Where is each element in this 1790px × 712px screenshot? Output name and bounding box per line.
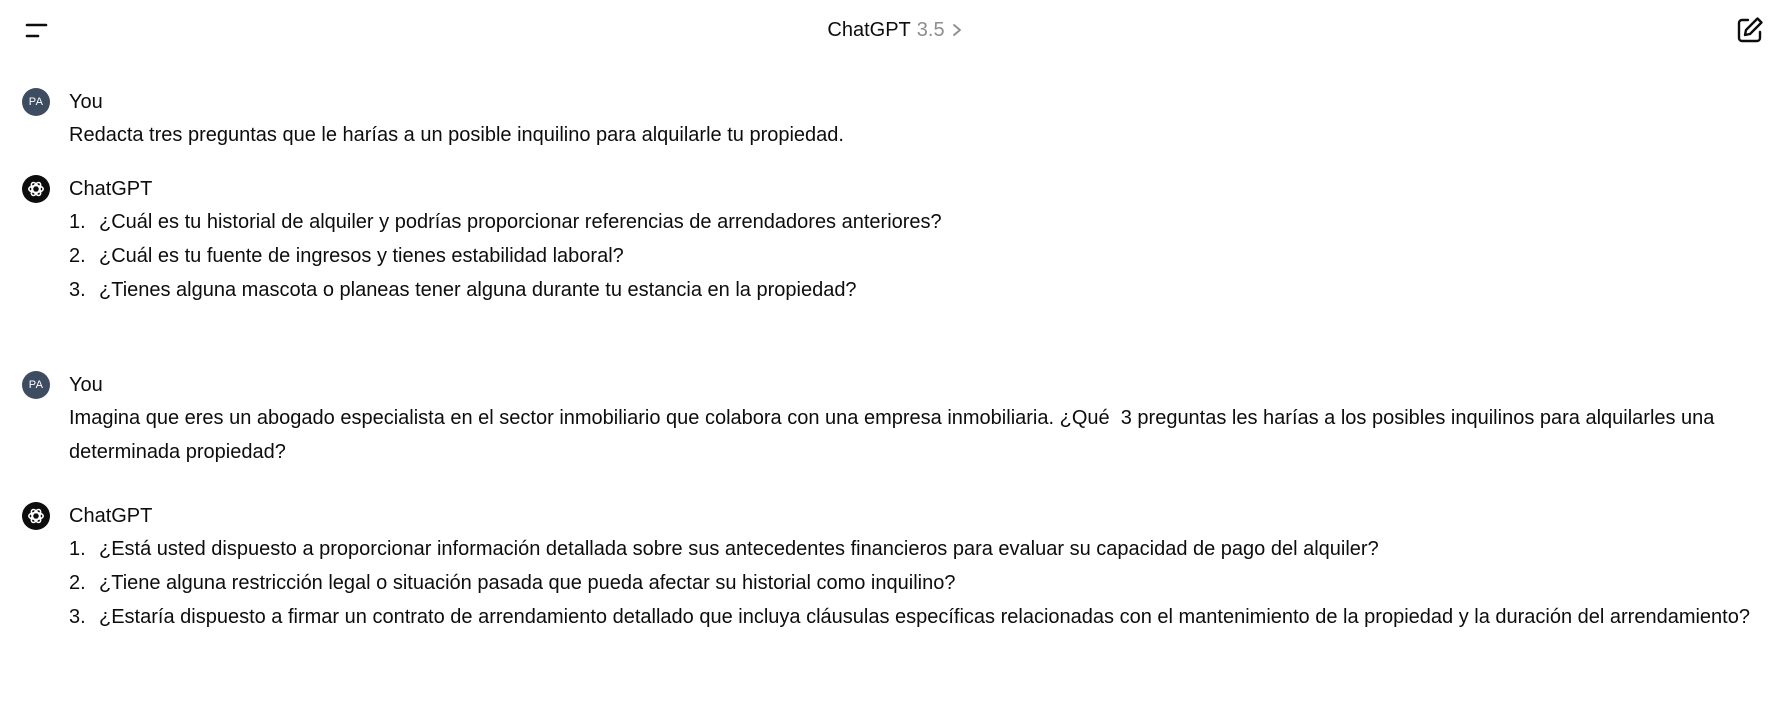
avatar-initials: PA	[28, 96, 44, 108]
list-item: 2. ¿Tiene alguna restricción legal o situación pasada que pueda afectar su historial como inquilino?	[69, 572, 956, 594]
message-author: ChatGPT	[69, 178, 153, 200]
message-body	[69, 401, 1769, 469]
assistant-avatar	[22, 175, 50, 203]
header-title-area	[0, 16, 1790, 44]
avatar-initials: PA	[28, 379, 44, 391]
chevron-right-icon	[951, 23, 963, 37]
message-body	[69, 532, 1769, 634]
list-item: 1. ¿Está usted dispuesto a proporcionar información detallada sobre sus antecedentes financieros para evaluar su capacidad de pago del alquiler?	[69, 538, 1379, 560]
list-item: 3. ¿Estaría dispuesto a firmar un contrato de arrendamiento detallado que incluya cláusulas específicas relacionadas con el mantenimiento de la propiedad y la duración del arrendamiento?	[69, 606, 1750, 628]
edit-icon	[1734, 14, 1766, 46]
new-chat-button[interactable]	[1734, 14, 1766, 46]
app-title: ChatGPT	[827, 19, 911, 41]
answer-list	[69, 205, 1769, 307]
list-item: 1. ¿Cuál es tu historial de alquiler y podrías proporcionar referencias de arrendadores anteriores?	[69, 211, 942, 233]
list-item: 3. ¿Tienes alguna mascota o planeas tener alguna durante tu estancia en la propiedad?	[69, 279, 857, 301]
list-item: 2. ¿Cuál es tu fuente de ingresos y tienes estabilidad laboral?	[69, 245, 624, 267]
openai-logo-icon	[26, 506, 46, 526]
message-body	[69, 205, 1769, 307]
top-bar	[0, 0, 1790, 60]
message-author: You	[69, 374, 103, 396]
model-version: 3.5	[916, 19, 945, 41]
answer-list	[69, 532, 1769, 634]
model-selector[interactable]	[827, 16, 962, 44]
user-avatar	[22, 371, 50, 399]
message-body	[69, 118, 1769, 152]
message-text: Redacta tres preguntas que le harías a un posible inquilino para alquilarle tu propiedad.	[69, 124, 844, 146]
message-author: You	[69, 91, 103, 113]
openai-logo-icon	[26, 179, 46, 199]
user-avatar	[22, 88, 50, 116]
message-author: ChatGPT	[69, 505, 153, 527]
assistant-avatar	[22, 502, 50, 530]
message-text: Imagina que eres un abogado especialista en el sector inmobiliario que colabora con una empresa inmobiliaria. ¿Qué 3 preguntas les harías a los posibles inquilinos para alquilarles una determinada propiedad?	[69, 407, 1720, 463]
